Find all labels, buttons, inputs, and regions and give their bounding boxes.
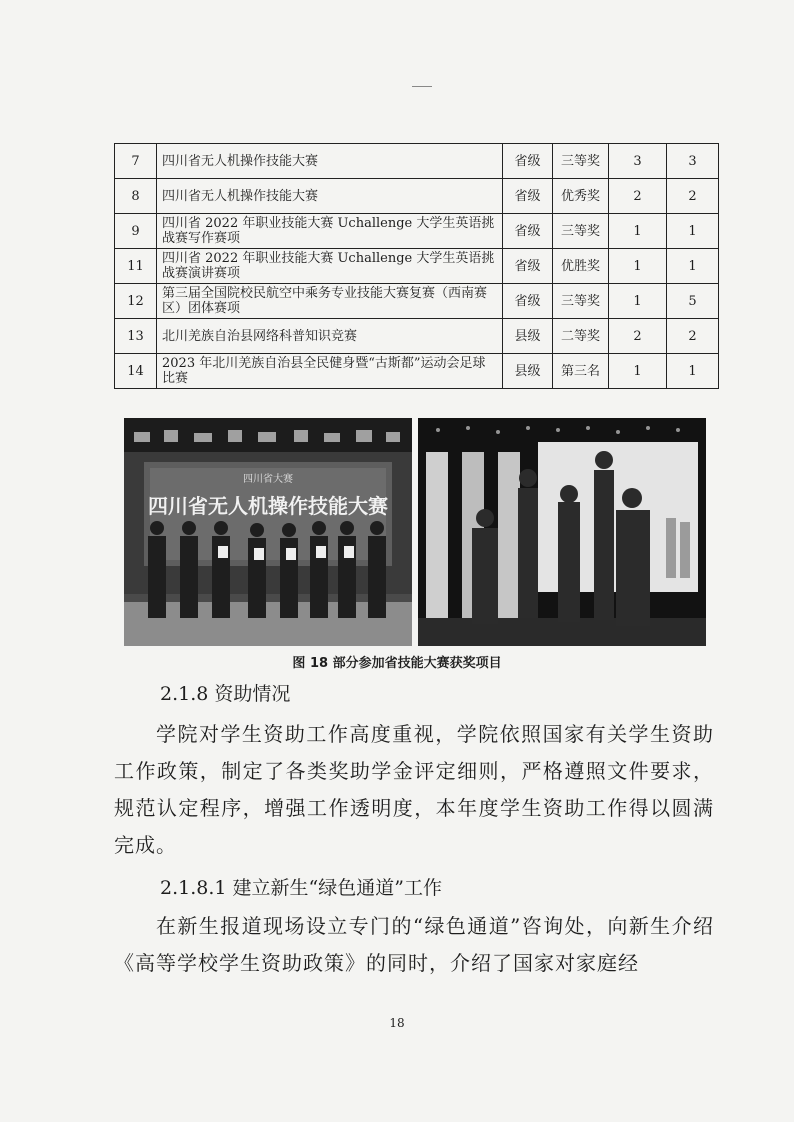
row-number-cell: 8 [115,179,157,214]
count-cell: 2 [609,179,667,214]
award-photo-flight-attendant-contest [418,418,706,646]
table-row [115,319,719,354]
competition-name-cell: 四川省 2022 年职业技能大赛 Uchallenge 大学生英语挑战赛写作赛项 [157,214,503,249]
prize-cell: 第三名 [553,354,609,389]
count-cell: 2 [667,179,719,214]
prize-cell: 优胜奖 [553,249,609,284]
table-row [115,144,719,179]
row-number-cell: 13 [115,319,157,354]
section-title-2-1-8: 2.1.8 资助情况 [160,683,291,705]
table-row [115,179,719,214]
prize-cell: 二等奖 [553,319,609,354]
competition-name-cell: 第三届全国院校民航空中乘务专业技能大赛复赛（西南赛区）团体赛项 [157,284,503,319]
row-number-cell: 12 [115,284,157,319]
photo-group [124,418,706,646]
row-number-cell: 14 [115,354,157,389]
prize-cell: 三等奖 [553,284,609,319]
level-cell: 省级 [503,284,553,319]
level-cell: 县级 [503,319,553,354]
row-number-cell: 11 [115,249,157,284]
competition-name-cell: 四川省 2022 年职业技能大赛 Uchallenge 大学生英语挑战赛演讲赛项 [157,249,503,284]
count-cell: 2 [609,319,667,354]
competition-name-cell: 2023 年北川羌族自治县全民健身暨“古斯都”运动会足球比赛 [157,354,503,389]
scan-mark [412,86,432,93]
table-row [115,214,719,249]
count-cell: 1 [609,214,667,249]
prize-cell: 三等奖 [553,144,609,179]
count-cell: 1 [609,249,667,284]
count-cell: 1 [609,354,667,389]
page-number: 18 [389,1016,405,1030]
figure-caption: 图 18 部分参加省技能大赛获奖项目 [292,656,502,671]
count-cell: 5 [667,284,719,319]
count-cell: 3 [609,144,667,179]
banner-title: 四川省无人机操作技能大赛 [148,494,388,518]
count-cell: 3 [667,144,719,179]
awards-table-body [115,144,719,389]
competition-name-cell: 四川省无人机操作技能大赛 [157,144,503,179]
competition-name-cell: 北川羌族自治县网络科普知识竞赛 [157,319,503,354]
prize-cell: 三等奖 [553,214,609,249]
level-cell: 县级 [503,354,553,389]
banner-subtitle: 四川省大赛 [243,474,293,485]
level-cell: 省级 [503,249,553,284]
prize-cell: 优秀奖 [553,179,609,214]
count-cell: 1 [667,249,719,284]
paragraph-green-channel: 在新生报道现场设立专门的“绿色通道”咨询处，向新生介绍《高等学校学生资助政策》的同时，介绍了国家对家庭经 [114,914,714,975]
award-photo-drone-contest [124,418,412,646]
stage-photo-illustration [418,418,706,646]
row-number-cell: 7 [115,144,157,179]
count-cell: 1 [609,284,667,319]
stage-photo-illustration [124,418,412,646]
competition-name-cell: 四川省无人机操作技能大赛 [157,179,503,214]
awards-table [114,143,719,389]
table-row [115,249,719,284]
section-title-2-1-8-1: 2.1.8.1 建立新生“绿色通道”工作 [160,877,442,899]
level-cell: 省级 [503,144,553,179]
count-cell: 1 [667,354,719,389]
count-cell: 2 [667,319,719,354]
level-cell: 省级 [503,214,553,249]
paragraph-funding: 学院对学生资助工作高度重视，学院依照国家有关学生资助工作政策，制定了各类奖助学金评定细则，严格遵照文件要求，规范认定程序，增强工作透明度，本年度学生资助工作得以圆满完成。 [114,722,714,857]
count-cell: 1 [667,214,719,249]
table-row [115,354,719,389]
row-number-cell: 9 [115,214,157,249]
level-cell: 省级 [503,179,553,214]
table-row [115,284,719,319]
